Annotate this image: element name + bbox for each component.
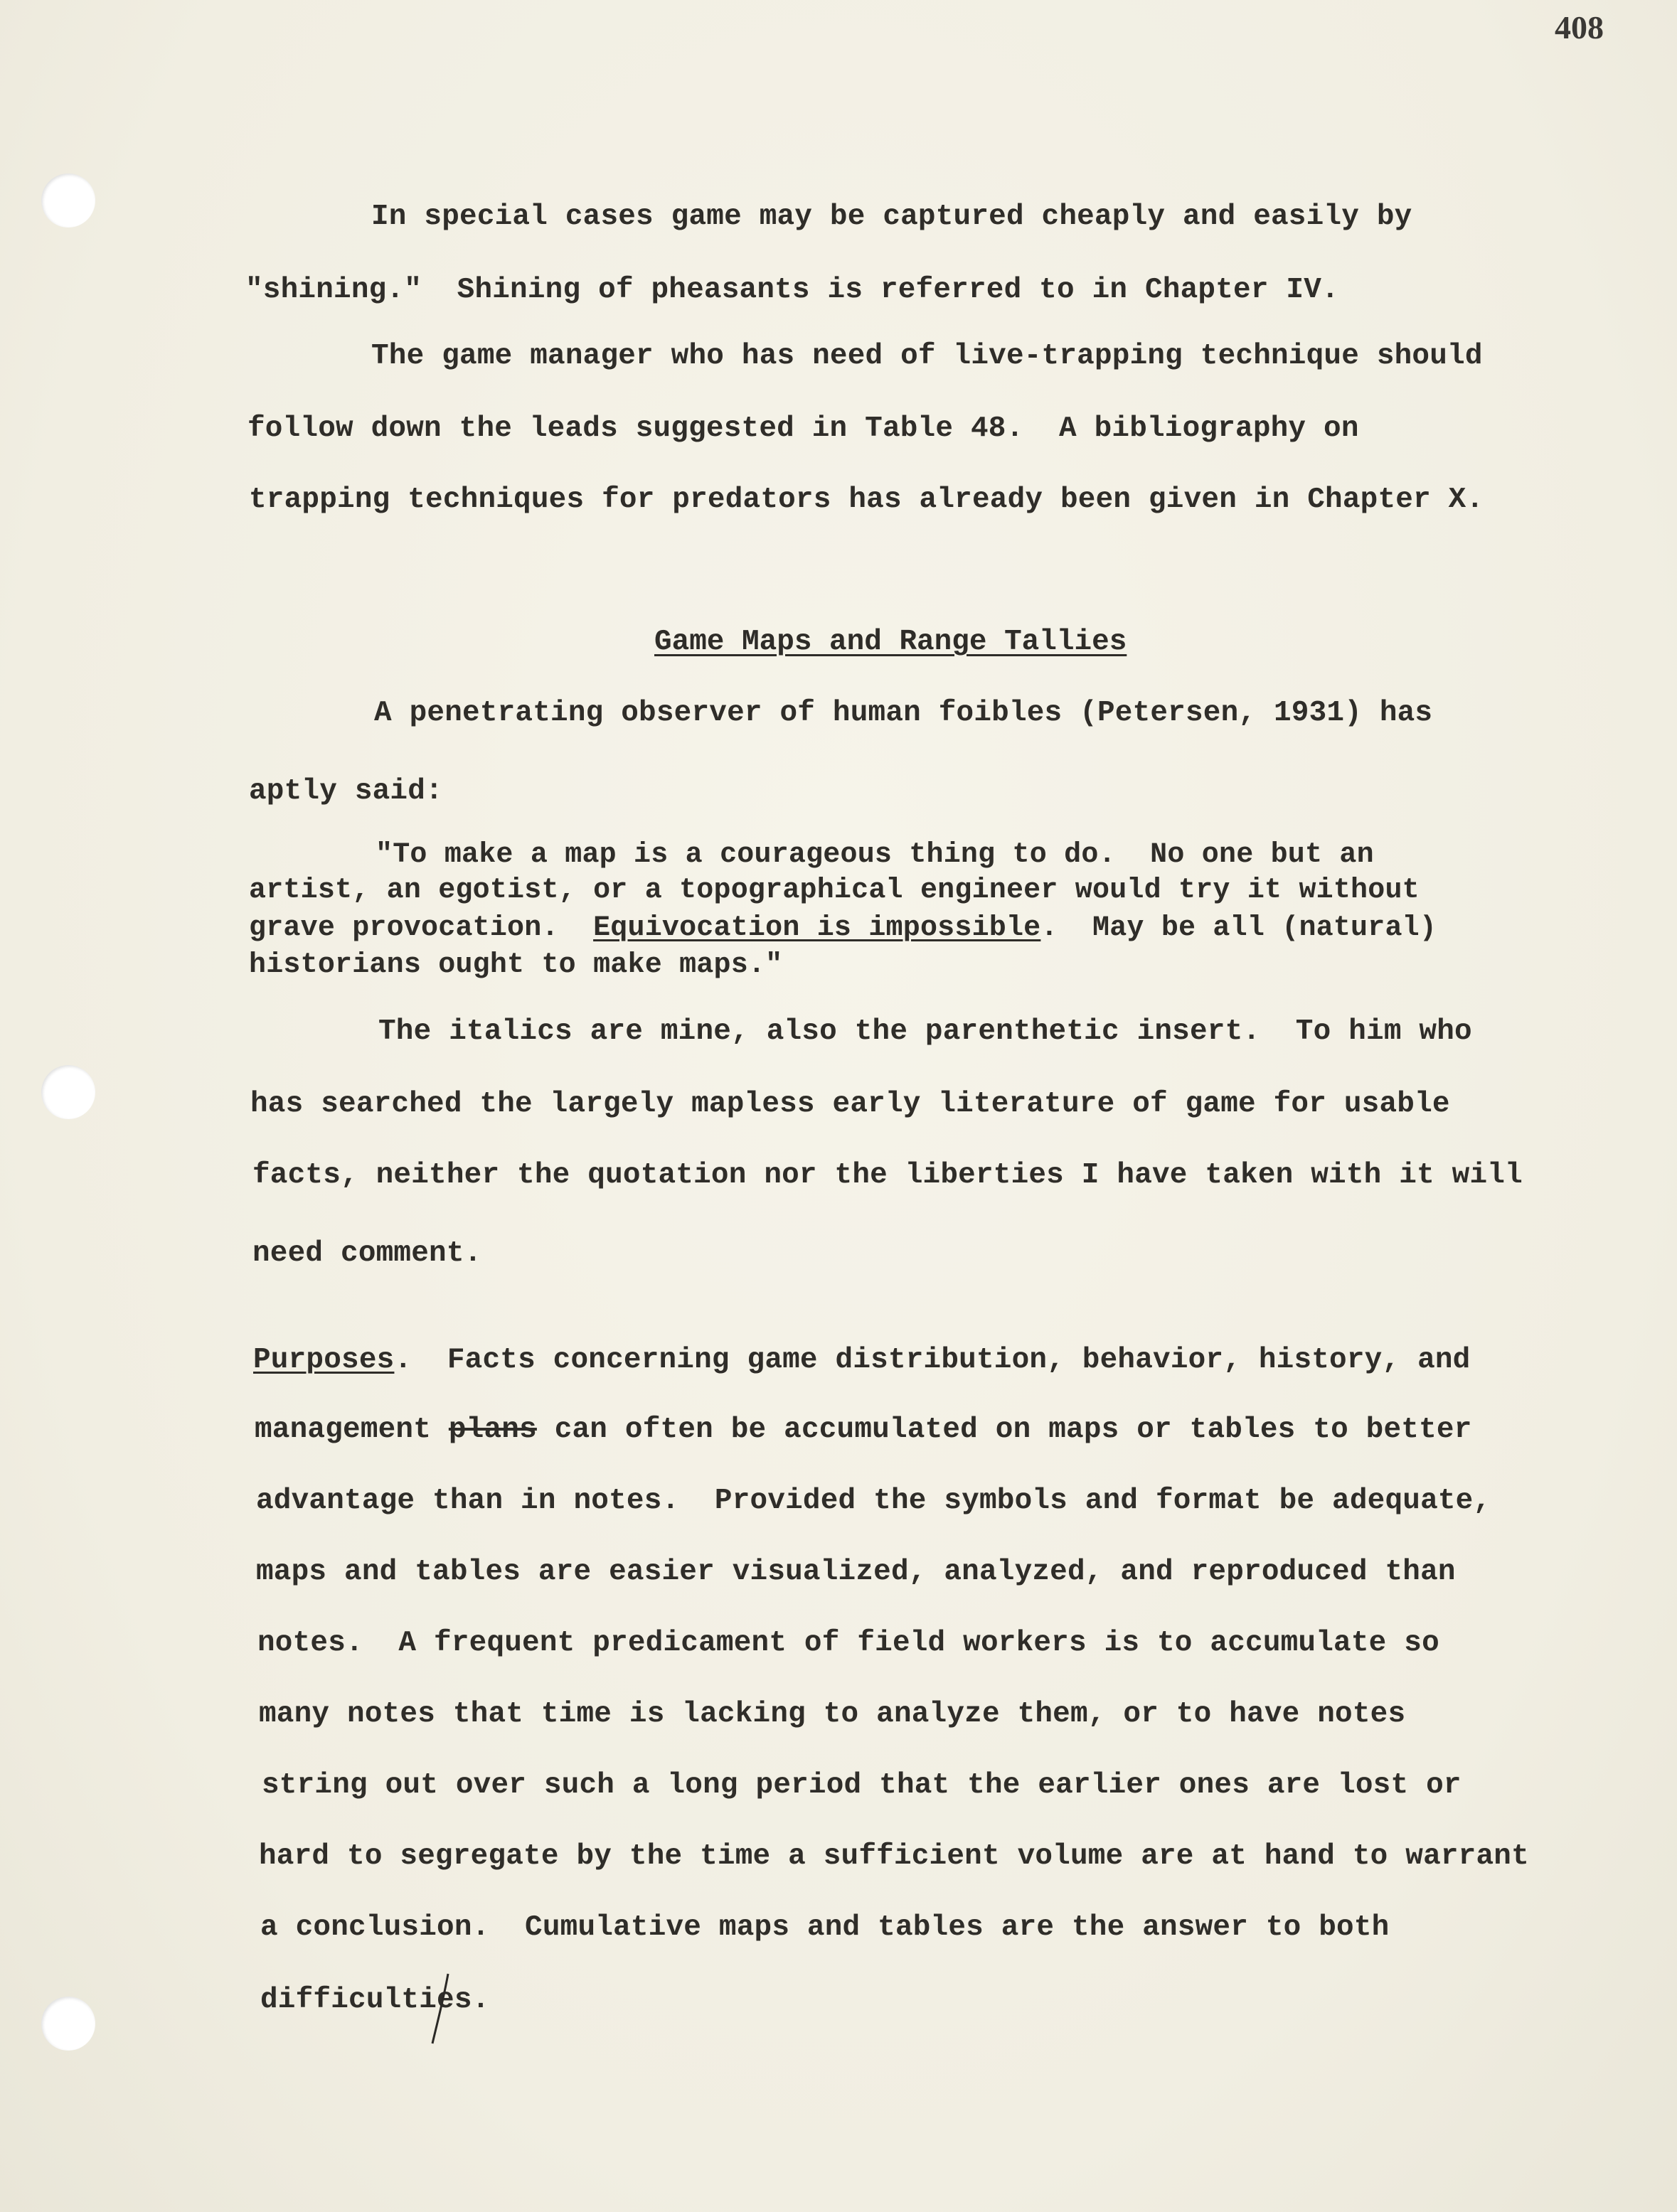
section-heading: Game Maps and Range Tallies (654, 626, 1127, 658)
para4-line: facts, neither the quotation nor the liberties I have taken with it will (252, 1159, 1523, 1192)
para1-line: "shining." Shining of pheasants is referred to in Chapter IV. (245, 274, 1339, 306)
punch-hole-bottom (41, 1997, 95, 2051)
quote-line (249, 912, 1437, 944)
para5-line (255, 1414, 1472, 1446)
quote-text: grave provocation. (249, 912, 594, 944)
para5-line: difficulties. (260, 1984, 490, 2016)
para2-line: follow down the leads suggested in Table 48. A bibliography on (247, 412, 1359, 445)
para5-line: many notes that time is lacking to analyze them, or to have notes (259, 1698, 1406, 1731)
underlined-phrase: Equivocation is impossible (593, 912, 1041, 944)
para3-line: A penetrating observer of human foibles (Petersen, 1931) has (374, 697, 1433, 730)
para5-line: a conclusion. Cumulative maps and tables are the answer to both (260, 1911, 1390, 1944)
para5-text: can often be accumulated on maps or tables to better (536, 1414, 1472, 1446)
quote-line: historians ought to make maps." (249, 949, 783, 981)
punch-hole-middle (41, 1065, 95, 1119)
punch-hole-top (41, 173, 95, 228)
quote-line: "To make a map is a courageous thing to do. No one but an (376, 839, 1374, 871)
para5-text: management (255, 1414, 449, 1446)
para5-line: hard to segregate by the time a sufficient volume are at hand to warrant (259, 1840, 1529, 1873)
para5-line: string out over such a long period that the earlier ones are lost or (262, 1769, 1462, 1802)
para5-line: notes. A frequent predicament of field workers is to accumulate so (257, 1627, 1439, 1660)
struck-word: plans (448, 1414, 537, 1446)
para4-line: The italics are mine, also the parenthetic insert. To him who (378, 1015, 1472, 1048)
page-number: 408 (1555, 9, 1604, 46)
para5-text: . Facts concerning game distribution, behavior, history, and (394, 1344, 1471, 1377)
para4-line: need comment. (252, 1237, 482, 1270)
para5-line: maps and tables are easier visualized, analyzed, and reproduced than (256, 1556, 1456, 1588)
handwritten-correction-mark (427, 1970, 455, 2048)
para2-line: trapping techniques for predators has already been given in Chapter X. (249, 483, 1484, 516)
para3-line: aptly said: (249, 775, 443, 808)
para2-line: The game manager who has need of live-trapping technique should (371, 340, 1483, 373)
para4-line: has searched the largely mapless early literature of game for usable (250, 1088, 1450, 1121)
para1-line: In special cases game may be captured cheaply and easily by (371, 201, 1412, 233)
run-in-heading: Purposes (253, 1344, 395, 1377)
quote-text: . May be all (natural) (1040, 912, 1437, 944)
para5-line: advantage than in notes. Provided the symbols and format be adequate, (256, 1485, 1491, 1517)
para5-line (253, 1344, 1470, 1377)
quote-line: artist, an egotist, or a topographical engineer would try it without (249, 875, 1420, 907)
